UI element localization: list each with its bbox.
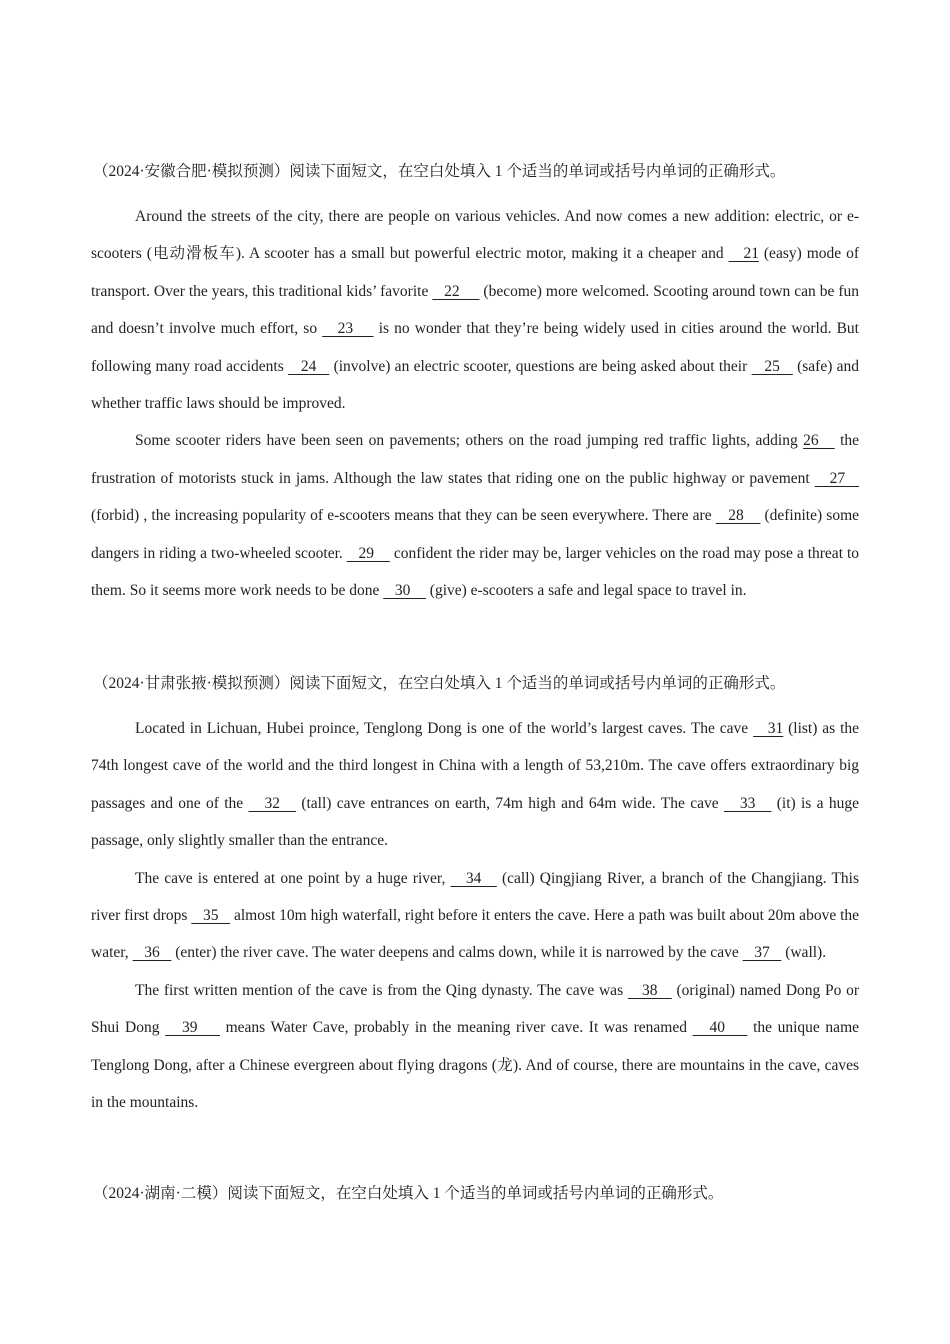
passage-text: (call) Qingjiang River, a branch of the Changjiang. This river first drops: [91, 869, 860, 925]
answer-blank: 34: [450, 869, 497, 887]
passage-paragraph: [91, 422, 859, 609]
answer-blank: 37: [742, 944, 782, 962]
answer-blank: 28: [715, 507, 761, 525]
passage-text: is no wonder that they’re being widely used in cities around the world. But following many road accidents: [91, 320, 859, 375]
passage-text: The first written mention of the cave is from the Qing dynasty. The cave was: [135, 981, 628, 999]
answer-blank: 38: [627, 981, 672, 999]
answer-blank: 31: [753, 720, 784, 737]
passage-text: (definite) some dangers in riding a two-wheeled scooter.: [91, 507, 860, 562]
passage-text: the unique name Tenglong Dong, after a Chinese evergreen about flying dragons (龙). And of course, there are mountains in the cave, caves in the mountains.: [91, 1019, 860, 1112]
answer-blank: 36: [132, 944, 172, 962]
passage-text: (give) e-scooters a safe and legal space to travel in.: [425, 582, 747, 600]
passage-section-1: [91, 162, 859, 609]
answer-blank: 27: [814, 469, 859, 487]
passage-text: the frustration of motorists stuck in jams. Although the law states that riding one on the public highway or pavement: [91, 432, 860, 487]
answer-blank: 32: [248, 794, 296, 812]
passage-text: (forbid) , the increasing popularity of e-scooters means that they can be seen everywhere. There are: [91, 507, 716, 525]
passage-text: (easy) mode of transport. Over the years, this traditional kids’ favorite: [91, 245, 860, 300]
answer-blank: 33: [723, 794, 772, 812]
passage-section-3: [91, 1184, 859, 1204]
answer-blank: 26: [803, 432, 835, 450]
answer-blank: 22: [432, 282, 480, 300]
passage-paragraph: [91, 710, 859, 860]
passage-text: Around the streets of the city, there are people on various vehicles. And now comes a new addition: electric, or e-scooters (电动滑板车). A scooter has a small but powerful electric motor, making it a cheaper and: [91, 208, 859, 263]
answer-blank: 24: [288, 357, 330, 375]
passage-text: (become) more welcomed. Scooting around town can be fun and doesn’t involve much effort, so: [91, 282, 859, 338]
answer-blank: 40: [692, 1019, 748, 1037]
passage-heading: （2024·安徽合肥·模拟预测）阅读下面短文，在空白处填入 1 个适当的单词或括号内单词的正确形式。: [93, 163, 786, 180]
answer-blank: 25: [751, 357, 793, 375]
passage-text: (involve) an electric scooter, questions are being asked about their: [329, 357, 752, 375]
passage-text: (it) is a huge passage, only slightly smaller than the entrance.: [91, 794, 860, 850]
passage-text: Located in Lichuan, Hubei proince, Tenglong Dong is one of the world’s largest caves. The cave: [135, 720, 754, 737]
passage-text: confident the rider may be, larger vehicles on the road may pose a threat to them. So it seems more work needs to be done: [91, 544, 860, 600]
passage-text: (enter) the river cave. The water deepens and calms down, while it is narrowed by the cave: [171, 944, 743, 962]
passage-section-2: [91, 674, 859, 1121]
answer-blank: 21: [728, 245, 759, 263]
answer-blank: 23: [322, 320, 374, 338]
answer-blank: 35: [191, 907, 231, 925]
passage-text: (original) named Dong Po or Shui Dong: [91, 981, 860, 1037]
answer-blank: 30: [383, 582, 426, 600]
passage-text: means Water Cave, probably in the meaning river cave. It was renamed: [219, 1019, 693, 1037]
passage-text: (tall) cave entrances on earth, 74m high and 64m wide. The cave: [295, 794, 724, 812]
passage-text: Some scooter riders have been seen on pavements; others on the road jumping red traffic lights, adding: [135, 432, 804, 450]
answer-blank: 39: [165, 1019, 220, 1037]
passage-text: (safe) and whether traffic laws should be improved.: [91, 357, 860, 413]
passage-heading: （2024·湖南·二模）阅读下面短文，在空白处填入 1 个适当的单词或括号内单词的正确形式。: [93, 1185, 724, 1202]
passage-paragraph: [91, 972, 859, 1122]
answer-blank: 29: [346, 544, 390, 562]
passage-text: (list) as the 74th longest cave of the world and the third longest in China with a length of 53,210m. The cave offers extraordinary big passages and one of the: [91, 720, 860, 812]
passage-paragraph: [91, 860, 859, 972]
passage-paragraph: [91, 198, 859, 422]
passage-heading: （2024·甘肃张掖·模拟预测）阅读下面短文，在空白处填入 1 个适当的单词或括号内单词的正确形式。: [93, 675, 786, 692]
passage-text: (wall).: [781, 944, 827, 962]
passage-text: almost 10m high waterfall, right before it enters the cave. Here a path was built about 20m above the water,: [91, 907, 860, 962]
passage-text: The cave is entered at one point by a huge river,: [135, 869, 451, 887]
